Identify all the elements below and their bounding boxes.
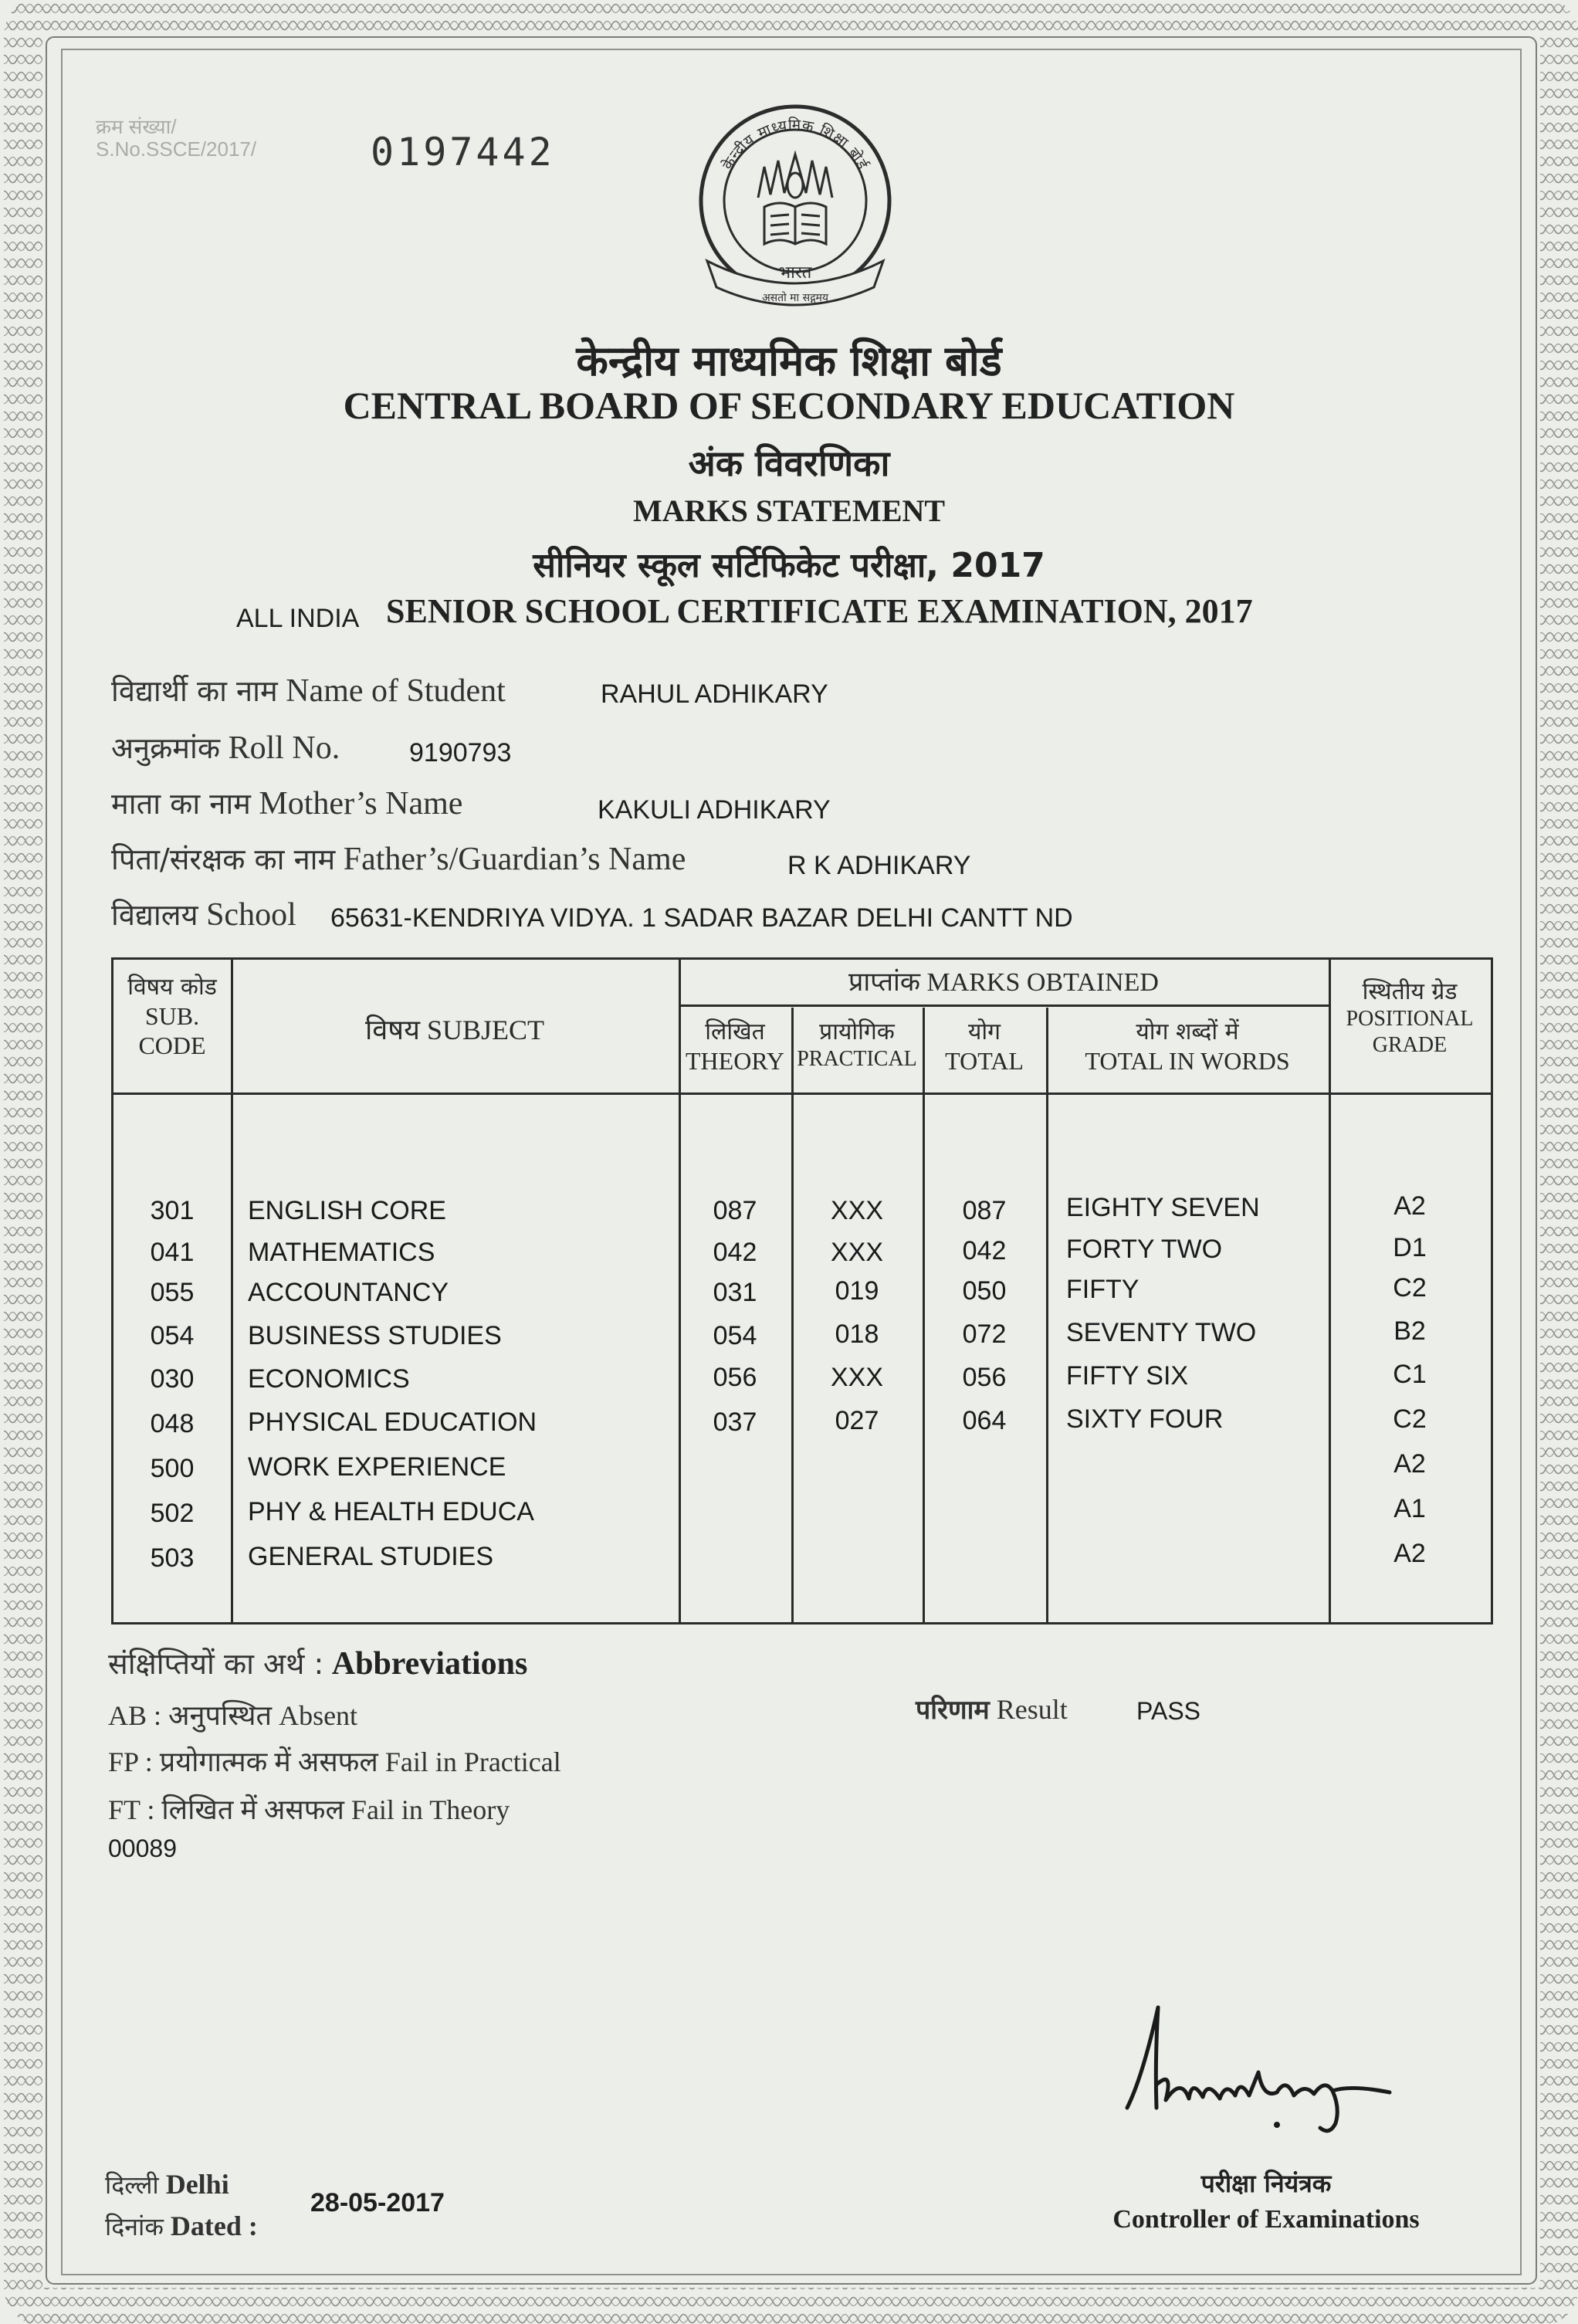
cell-total: 042 (962, 1236, 1007, 1265)
cell-theory: 056 (713, 1363, 757, 1392)
header-theory: लिखित THEORY (686, 1018, 784, 1075)
cell-grade: A2 (1393, 1449, 1426, 1479)
board-name-hindi: केन्द्रीय माध्यमिक शिक्षा बोर्ड (576, 337, 1002, 385)
serial-number: 0197442 (371, 130, 555, 174)
cell-grade: C2 (1393, 1404, 1427, 1434)
cell-theory: 054 (713, 1321, 757, 1350)
serial-label: क्रम संख्या/ S.No.SSCE/2017/ (96, 115, 257, 161)
result-label: परिणाम Result (916, 1694, 1068, 1726)
cell-code: 041 (150, 1238, 195, 1267)
roll-number: 9190793 (409, 738, 512, 767)
cell-practical: 019 (835, 1276, 879, 1306)
abbreviation-absent: AB : अनुपस्थित Absent (108, 1700, 358, 1731)
col-divider (923, 1008, 925, 1622)
abbreviations-title: संक्षिप्तियों का अर्थ : Abbreviations (108, 1646, 528, 1682)
marks-group-divider (679, 1004, 1329, 1007)
board-name: CENTRAL BOARD OF SECONDARY EDUCATION (343, 384, 1235, 427)
cell-code: 500 (150, 1454, 195, 1483)
header-positional-grade: स्थितीय ग्रेड POSITIONAL GRADE (1346, 978, 1474, 1057)
cell-grade: A2 (1393, 1539, 1426, 1568)
cell-code: 055 (150, 1278, 195, 1307)
emblem-country: भारत (778, 263, 812, 283)
cell-total: 072 (962, 1320, 1007, 1349)
cbse-emblem (693, 99, 897, 315)
cell-grade: D1 (1393, 1233, 1427, 1262)
cell-total-words: FIFTY (1066, 1275, 1139, 1304)
col-divider (231, 960, 233, 1622)
school-label: विद्यालय School (111, 897, 296, 933)
cell-grade: C2 (1393, 1273, 1427, 1303)
cell-subject: PHY & HEALTH EDUCA (248, 1497, 534, 1526)
student-name: RAHUL ADHIKARY (601, 679, 828, 709)
cell-code: 054 (150, 1321, 195, 1350)
father-name-label: पिता/संरक्षक का नाम Father’s/Guardian’s Name (111, 842, 686, 877)
cell-theory: 042 (713, 1238, 757, 1267)
cell-grade: A1 (1393, 1494, 1426, 1523)
cell-subject: ACCOUNTANCY (248, 1278, 449, 1307)
cell-subject: WORK EXPERIENCE (248, 1452, 506, 1482)
emblem-top-text: केन्द्रीय माध्यमिक शिक्षा बोर्ड (719, 116, 872, 173)
cell-subject: PHYSICAL EDUCATION (248, 1408, 537, 1437)
marks-table (111, 957, 1493, 1624)
header-marks-obtained: प्राप्तांक MARKS OBTAINED (848, 968, 1159, 997)
header-total: योग TOTAL (945, 1018, 1024, 1075)
father-name: R K ADHIKARY (787, 851, 971, 880)
cell-practical: XXX (830, 1238, 884, 1267)
cell-total: 064 (962, 1406, 1007, 1435)
cell-total-words: FORTY TWO (1066, 1235, 1223, 1264)
emblem-motto: असतो मा सद्गमय (761, 292, 829, 304)
cell-total-words: SEVENTY TWO (1066, 1318, 1257, 1347)
cell-total: 050 (962, 1276, 1007, 1306)
abbreviation-fail-practical: FP : प्रयोगात्मक में असफल Fail in Practical (108, 1746, 561, 1777)
cell-total: 056 (962, 1363, 1007, 1392)
cell-total-words: EIGHTY SEVEN (1066, 1193, 1260, 1222)
cell-subject: GENERAL STUDIES (248, 1542, 494, 1571)
cell-total-words: FIFTY SIX (1066, 1361, 1189, 1391)
header-total-in-words: योग शब्दों में TOTAL IN WORDS (1085, 1018, 1290, 1075)
signatory-title: Controller of Examinations (1112, 2205, 1420, 2234)
cell-practical: XXX (830, 1196, 884, 1225)
school-name: 65631-KENDRIYA VIDYA. 1 SADAR BAZAR DELHI CANTT ND (330, 903, 1073, 933)
cell-practical: 027 (835, 1406, 879, 1435)
cell-grade: C1 (1393, 1360, 1427, 1389)
signatory-title-hindi: परीक्षा नियंत्रक (1200, 2169, 1332, 2198)
cell-theory: 037 (713, 1408, 757, 1437)
roll-label: अनुक्रमांक Roll No. (111, 730, 340, 766)
header-practical: प्रायोगिक PRACTICAL (797, 1018, 917, 1071)
cell-total-words: SIXTY FOUR (1066, 1404, 1224, 1434)
header-sub-code: विषय कोड SUB. CODE (127, 974, 217, 1060)
statement-title: MARKS STATEMENT (632, 493, 946, 528)
mother-name: KAKULI ADHIKARY (598, 795, 831, 825)
cell-grade: B2 (1393, 1316, 1426, 1346)
cell-code: 048 (150, 1409, 195, 1438)
cell-code: 301 (150, 1196, 195, 1225)
col-divider (791, 1008, 794, 1622)
abbreviation-fail-theory: FT : लिखित में असफल Fail in Theory (108, 1794, 510, 1825)
issue-date: 28-05-2017 (310, 2188, 445, 2217)
place-label: दिल्ली Delhi (105, 2169, 229, 2200)
cell-code: 502 (150, 1499, 195, 1528)
cell-code: 030 (150, 1364, 195, 1394)
exam-title: SENIOR SCHOOL CERTIFICATE EXAMINATION, 2017 (386, 592, 1253, 630)
student-name-label: विद्यार्थी का नाम Name of Student (111, 673, 506, 709)
exam-prefix: ALL INDIA (236, 604, 360, 633)
cell-subject: ENGLISH CORE (248, 1196, 446, 1225)
cell-grade: A2 (1393, 1191, 1426, 1221)
result-value: PASS (1136, 1697, 1200, 1725)
dated-label: दिनांक Dated : (105, 2211, 258, 2241)
exam-title-hindi: सीनियर स्कूल सर्टिफिकेट परीक्षा, 2017 (533, 546, 1045, 585)
cell-subject: BUSINESS STUDIES (248, 1321, 502, 1350)
cell-practical: XXX (830, 1363, 884, 1392)
cell-code: 503 (150, 1543, 195, 1573)
cell-subject: ECONOMICS (248, 1364, 410, 1394)
cell-subject: MATHEMATICS (248, 1238, 435, 1267)
cell-theory: 087 (713, 1196, 757, 1225)
cell-practical: 018 (835, 1320, 879, 1349)
col-divider (1046, 1008, 1048, 1622)
header-subject: विषय SUBJECT (364, 1015, 545, 1045)
cell-total: 087 (962, 1196, 1007, 1225)
cell-theory: 031 (713, 1278, 757, 1307)
statement-title-hindi: अंक विवरणिका (688, 442, 890, 484)
controller-signature (1112, 1992, 1405, 2146)
mother-name-label: माता का नाम Mother’s Name (111, 786, 463, 822)
header-divider (113, 1093, 1491, 1095)
document-code: 00089 (108, 1834, 177, 1862)
